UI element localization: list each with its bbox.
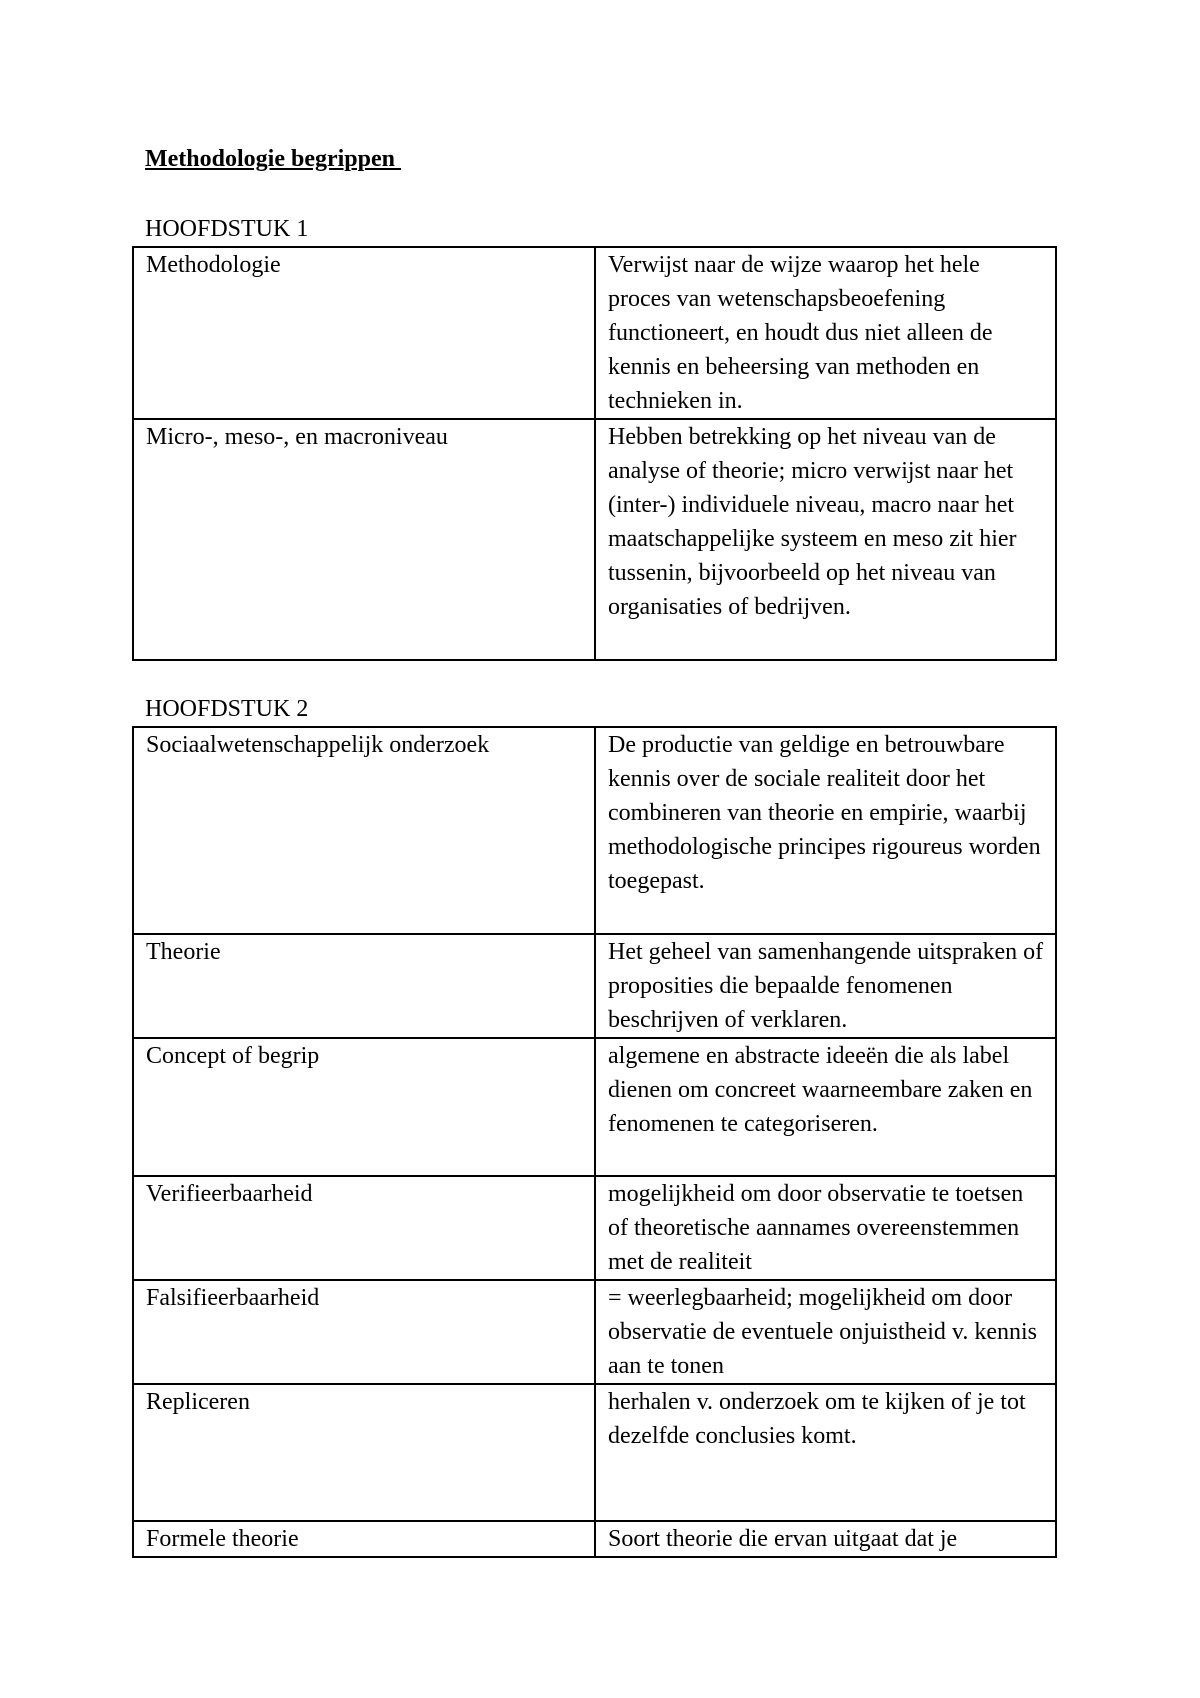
term-cell: Repliceren <box>133 1384 595 1521</box>
definition-cell: Soort theorie die ervan uitgaat dat je <box>595 1521 1056 1557</box>
term-cell: Sociaalwetenschappelijk onderzoek <box>133 727 595 934</box>
table-row <box>133 727 1056 934</box>
definition-cell: herhalen v. onderzoek om te kijken of je tot dezelfde conclusies komt. <box>595 1384 1056 1521</box>
definition-cell: algemene en abstracte ideeën die als label dienen om concreet waarneembare zaken en fenomenen te categoriseren. <box>595 1038 1056 1176</box>
chapter-heading-1: HOOFDSTUK 1 <box>145 216 309 242</box>
table-row <box>133 419 1056 660</box>
term-cell: Methodologie <box>133 247 595 419</box>
term-cell: Theorie <box>133 934 595 1038</box>
term-cell: Formele theorie <box>133 1521 595 1557</box>
table-row <box>133 1038 1056 1176</box>
definition-cell: = weerlegbaarheid; mogelijkheid om door observatie de eventuele onjuistheid v. kennis aan te tonen <box>595 1280 1056 1384</box>
table-row <box>133 934 1056 1038</box>
term-cell: Verifieerbaarheid <box>133 1176 595 1280</box>
definition-cell: Verwijst naar de wijze waarop het hele proces van wetenschapsbeoefening functioneert, en houdt dus niet alleen de kennis en beheersing van methoden en technieken in. <box>595 247 1056 419</box>
definition-cell: De productie van geldige en betrouwbare kennis over de sociale realiteit door het combineren van theorie en empirie, waarbij methodologische principes rigoureus worden toegepast. <box>595 727 1056 934</box>
glossary-table-chapter-2 <box>132 726 1057 1558</box>
definition-cell: Het geheel van samenhangende uitspraken of proposities die bepaalde fenomenen beschrijven of verklaren. <box>595 934 1056 1038</box>
table-row <box>133 1280 1056 1384</box>
chapter-heading-2: HOOFDSTUK 2 <box>145 696 309 722</box>
definition-cell: Hebben betrekking op het niveau van de analyse of theorie; micro verwijst naar het (inter-) individuele niveau, macro naar het maatschappelijke systeem en meso zit hier tussenin, bijvoorbeeld op het niveau van organisaties of bedrijven. <box>595 419 1056 660</box>
table-row <box>133 247 1056 419</box>
table-row <box>133 1521 1056 1557</box>
page-title: Methodologie begrippen <box>145 146 401 172</box>
term-cell: Micro-, meso-, en macroniveau <box>133 419 595 660</box>
glossary-table-chapter-1 <box>132 246 1057 661</box>
table-row <box>133 1176 1056 1280</box>
term-cell: Falsifieerbaarheid <box>133 1280 595 1384</box>
table-row <box>133 1384 1056 1521</box>
definition-cell: mogelijkheid om door observatie te toetsen of theoretische aannames overeenstemmen met de realiteit <box>595 1176 1056 1280</box>
term-cell: Concept of begrip <box>133 1038 595 1176</box>
